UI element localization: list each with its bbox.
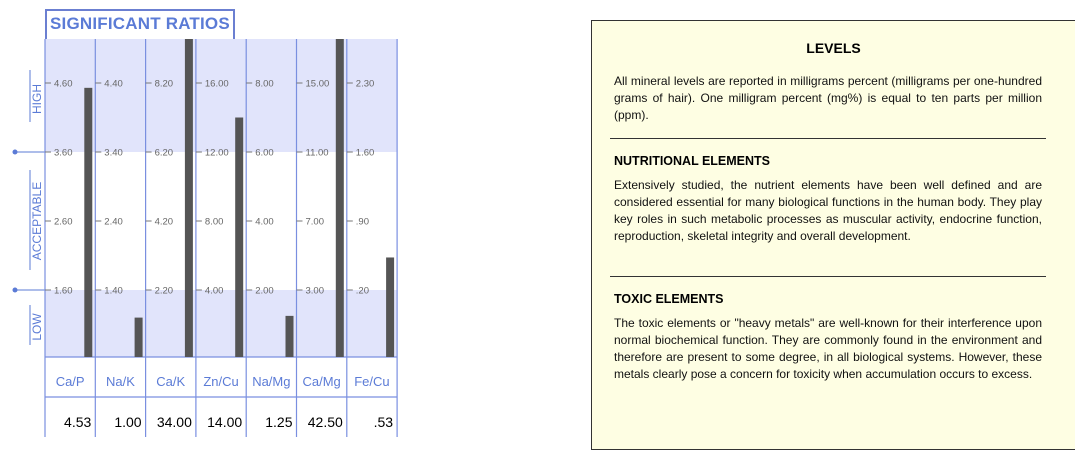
tick-label: 7.00: [305, 216, 324, 228]
zone-label: LOW: [30, 313, 44, 341]
levels-text: All mineral levels are reported in milligrams percent (milligrams per one-hundred grams of hair). One milligram percent (mg%) is equal to ten parts per million (ppm).: [614, 74, 1042, 122]
tick-label: 8.00: [204, 216, 224, 228]
tick-label: 4.00: [204, 285, 224, 297]
tick-label: 6.20: [154, 147, 174, 159]
value-label: 42.50: [307, 414, 343, 430]
tick-label: 4.40: [104, 78, 123, 90]
tick-label: 3.60: [54, 147, 73, 159]
tick-label: 12.00: [204, 147, 229, 159]
ratio-bar: [336, 39, 344, 357]
zone-label: HIGH: [30, 84, 44, 114]
value-label: .53: [373, 414, 394, 430]
ratios-chart-svg: [0, 0, 420, 438]
tick-label: 3.00: [305, 285, 324, 297]
tick-label: 2.40: [104, 216, 123, 228]
tick-label: 1.60: [355, 147, 375, 159]
ratio-bar: [84, 88, 92, 357]
category-label: Zn/Cu: [203, 374, 239, 389]
tick-label: 2.60: [54, 216, 73, 228]
category-label: Ca/K: [156, 374, 186, 389]
tick-label: 8.00: [255, 78, 274, 90]
tick-label: 6.00: [255, 147, 274, 159]
category-label: Ca/P: [55, 374, 85, 389]
tick-label: 2.30: [355, 78, 375, 90]
tick-label: .20: [355, 285, 370, 297]
ratio-bar: [235, 118, 243, 358]
tick-label: .90: [355, 216, 370, 228]
info-panel: [591, 20, 1075, 450]
value-label: 34.00: [156, 414, 192, 430]
tick-label: 2.20: [154, 285, 174, 297]
tick-label: 3.40: [104, 147, 123, 159]
nutritional-text: Extensively studied, the nutrient elements have been well defined and are considered essential for many biological functions in the human body. They play key roles in such metabolic processes as muscular activity, endocrine function, reproduction, skeletal integrity and overall development.: [614, 178, 1042, 243]
value-label: 1.25: [265, 414, 293, 430]
ratio-bar: [185, 39, 193, 357]
divider: [610, 276, 1046, 277]
ratio-bar: [386, 257, 394, 357]
tick-label: 8.20: [154, 78, 174, 90]
tick-label: 11.00: [305, 147, 329, 159]
tick-label: 2.00: [255, 285, 274, 297]
ratio-bar: [135, 318, 143, 357]
tick-label: 1.40: [104, 285, 123, 297]
zone-label: ACCEPTABLE: [30, 181, 44, 261]
high-zone: [45, 39, 397, 152]
significant-ratios-chart: [0, 0, 420, 438]
tick-label: 4.00: [255, 216, 274, 228]
nutritional-title: NUTRITIONAL ELEMENTS: [614, 154, 771, 168]
tick-label: 4.20: [154, 216, 174, 228]
tick-label: 1.60: [54, 285, 73, 297]
value-label: 4.53: [64, 414, 92, 430]
category-label: Ca/Mg: [302, 374, 341, 389]
divider: [610, 138, 1046, 139]
low-zone: [45, 290, 397, 357]
toxic-title: TOXIC ELEMENTS: [614, 292, 724, 306]
tick-label: 4.60: [54, 78, 73, 90]
value-label: 14.00: [207, 414, 243, 430]
tick-label: 16.00: [204, 78, 229, 90]
category-label: Na/Mg: [252, 374, 291, 389]
tick-label: 15.00: [305, 78, 330, 90]
ratio-bar: [286, 316, 294, 357]
category-label: Na/K: [105, 374, 135, 389]
value-label: 1.00: [114, 414, 142, 430]
levels-title: LEVELS: [806, 40, 861, 56]
chart-title: SIGNIFICANT RATIOS: [50, 14, 230, 33]
toxic-text: The toxic elements or "heavy metals" are well-known for their interference upon normal biochemical function. They are commonly found in the environment and therefore are present to some degree, in all biological systems. However, these metals clearly pose a concern for toxicity when accumulation occurs to excess.: [614, 316, 1042, 381]
category-label: Fe/Cu: [354, 374, 390, 389]
